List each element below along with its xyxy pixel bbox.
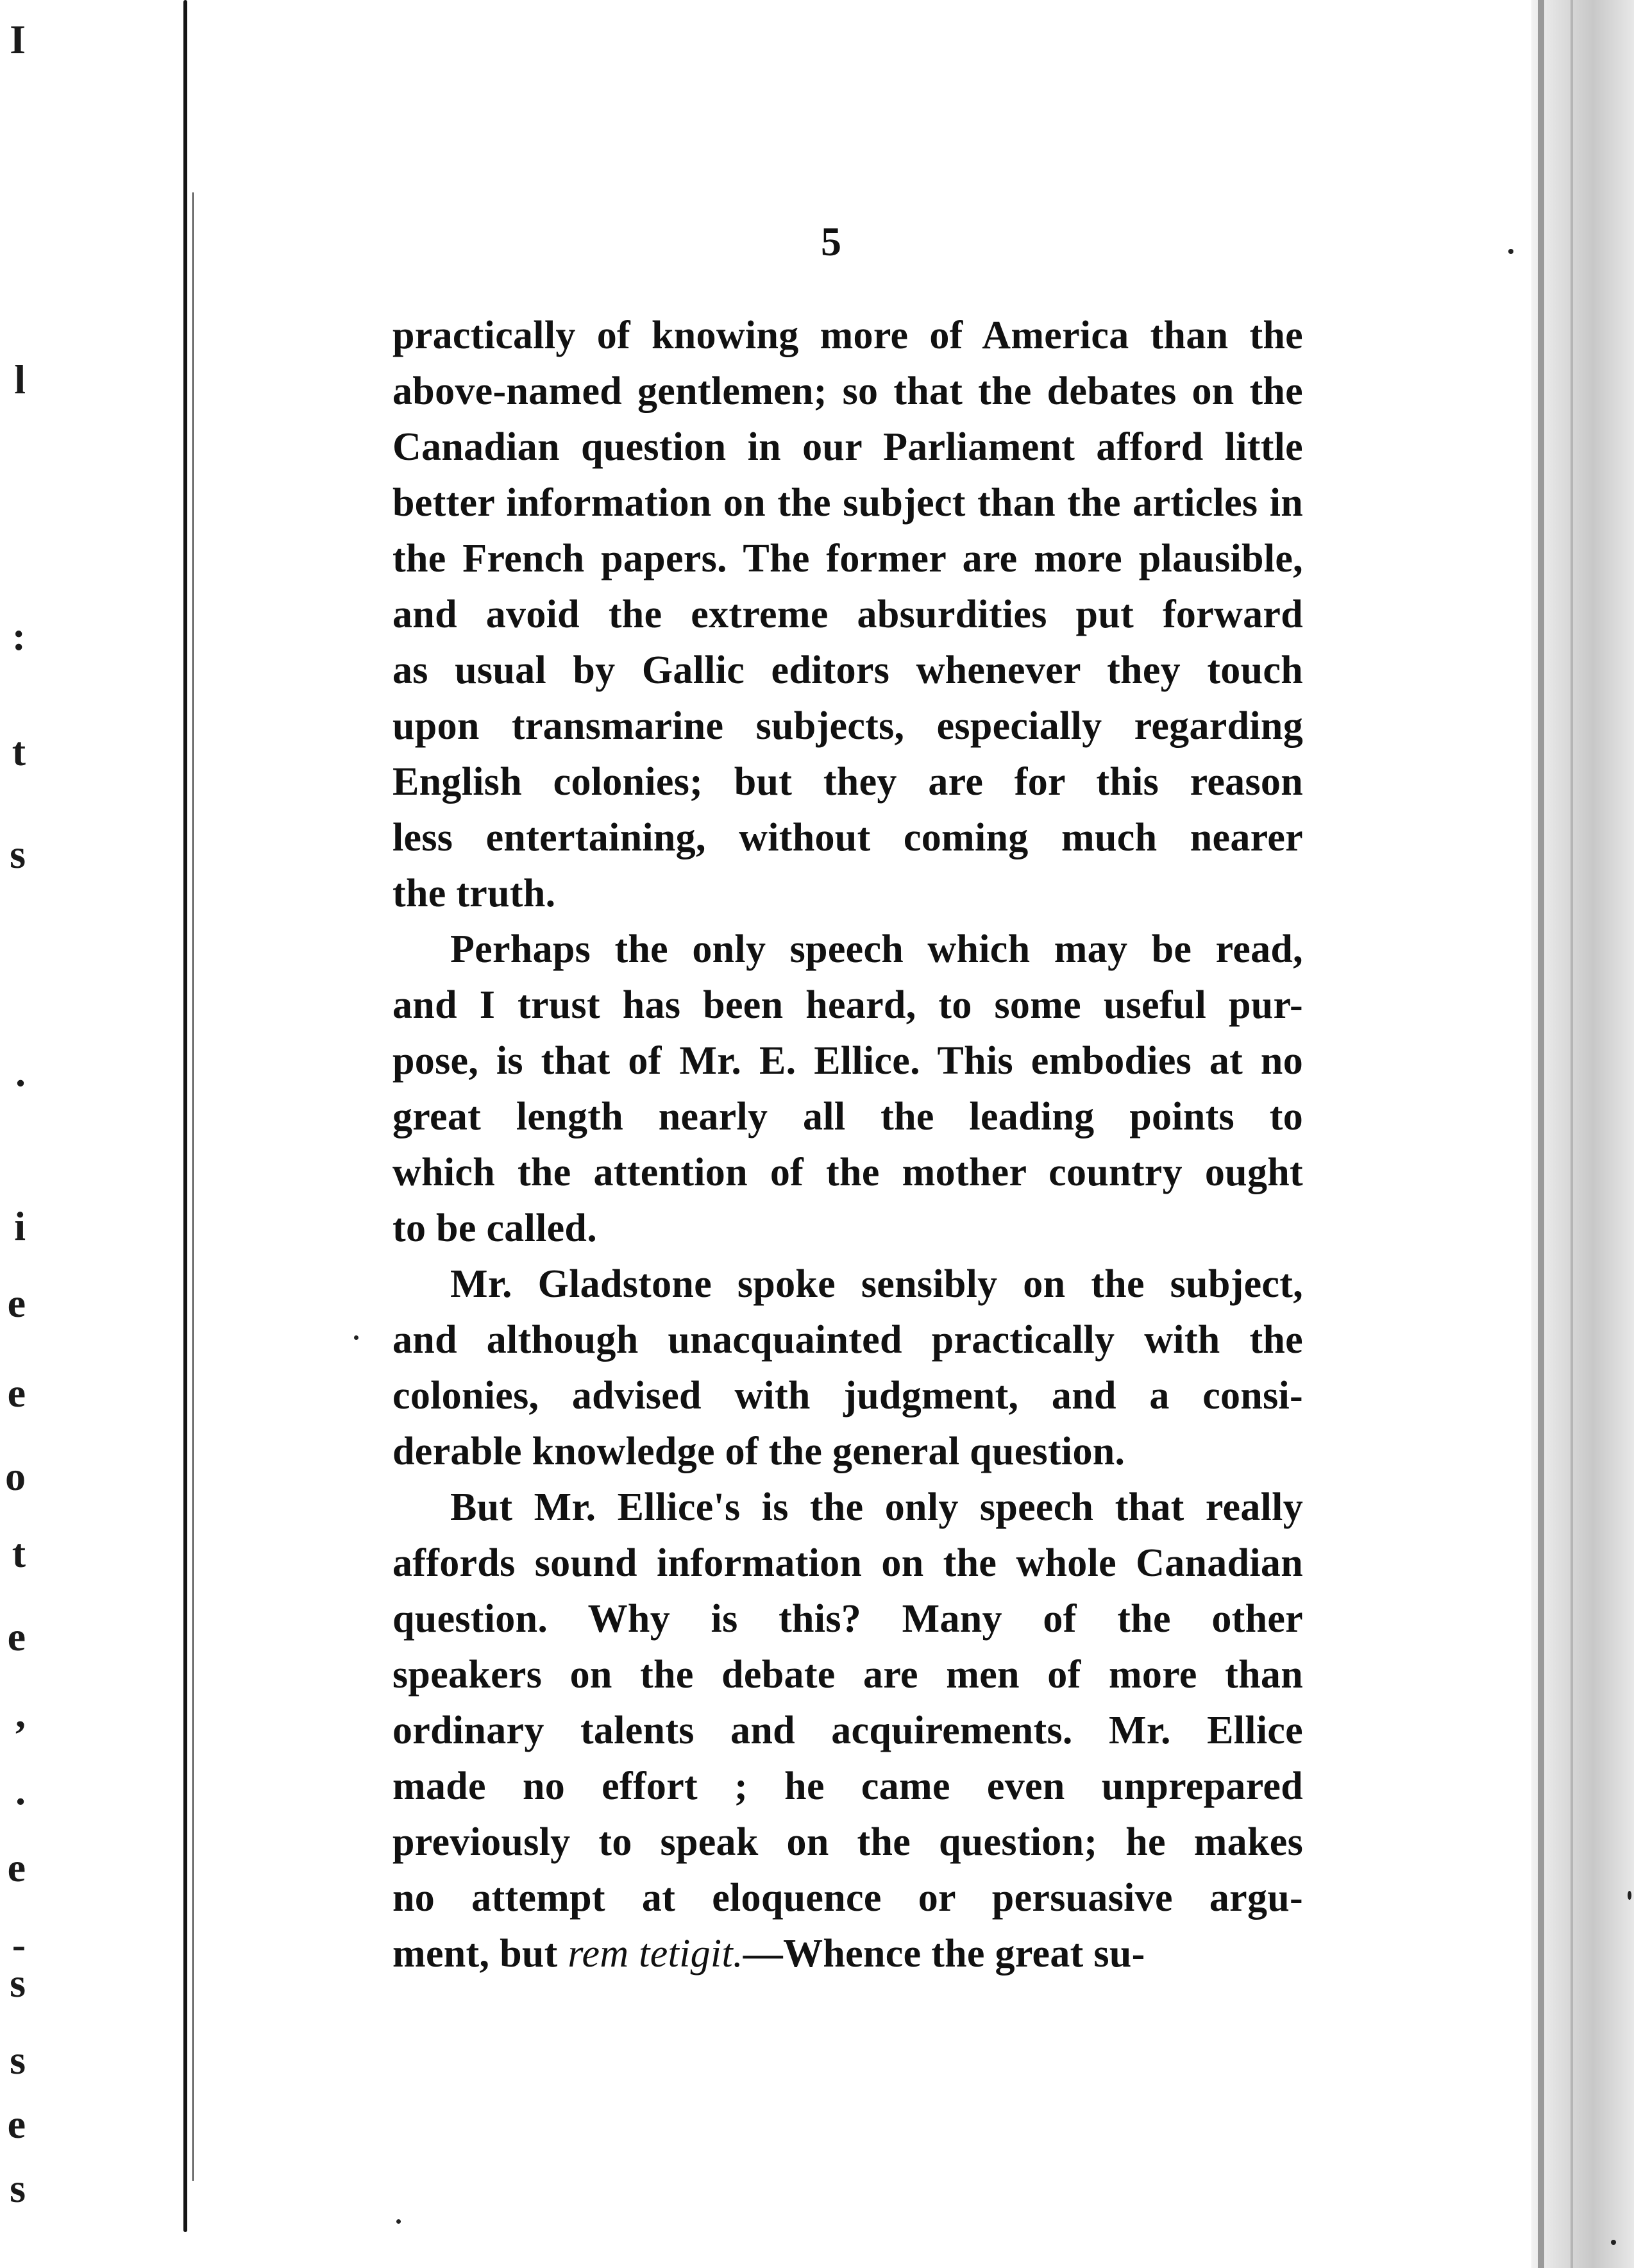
text-line: upon transmarine subjects, especially regarding (392, 704, 1303, 748)
text-line: no attempt at eloquence or persuasive argu- (392, 1876, 1303, 1920)
bleed-glyph: , (15, 1691, 26, 1736)
bleed-glyph: e (7, 1845, 26, 1890)
text-line: previously to speak on the question; he makes (392, 1820, 1303, 1864)
bleed-glyph: t (12, 729, 26, 774)
text-line: as usual by Gallic editors whenever they touch (392, 648, 1303, 692)
bleed-glyph: . (15, 1768, 26, 1813)
text-line: derable knowledge of the general question. (392, 1430, 1125, 1473)
page-edge-line-inner (1571, 0, 1573, 2268)
text-line: Mr. Gladstone spoke sensibly on the subject, (450, 1262, 1303, 1306)
bleed-glyph: s (10, 2037, 26, 2083)
bleed-glyph: : (12, 613, 26, 659)
text-line: great length nearly all the leading points to (392, 1095, 1303, 1138)
bleed-glyph: e (7, 1370, 26, 1416)
bleed-glyph: e (7, 2101, 26, 2147)
text-line: which the attention of the mother country ought (392, 1151, 1303, 1194)
bleed-glyph: e (7, 1280, 26, 1326)
text-line: pose, is that of Mr. E. Ellice. This embodies at no (392, 1039, 1303, 1083)
ink-speck (1508, 249, 1513, 254)
text-line: better information on the subject than the articles in (392, 481, 1303, 525)
text-line: the French papers. The former are more plausible, (392, 537, 1303, 580)
body-text (392, 308, 1303, 1982)
text-line: Perhaps the only speech which may be read, (450, 927, 1303, 971)
page-edge-shadow (1531, 0, 1634, 2268)
page-number: 5 (821, 219, 841, 264)
text-line: English colonies; but they are for this reason (392, 760, 1303, 804)
text-line: speakers on the debate are men of more than (392, 1653, 1303, 1697)
page-edge-line (1538, 0, 1544, 2268)
bleed-glyph: i (14, 1203, 26, 1249)
bleed-glyph: I (10, 17, 26, 62)
binding-edge-line (183, 0, 187, 2232)
text-line: ordinary talents and acquirements. Mr. Ellice (392, 1709, 1303, 1752)
ink-speck (1611, 2240, 1616, 2245)
bleed-glyph: s (10, 2165, 26, 2211)
bleed-glyph: e (7, 1614, 26, 1659)
text-line: made no effort ; he came even unprepared (392, 1764, 1303, 1808)
bleed-glyph: l (14, 357, 26, 402)
text-line: affords sound information on the whole Canadian (392, 1541, 1303, 1585)
text-line: colonies, advised with judgment, and a consi- (392, 1374, 1303, 1418)
text-line: and I trust has been heard, to some useful pur- (392, 983, 1303, 1027)
binding-edge-line-thin (192, 192, 194, 2181)
ink-speck (354, 1335, 358, 1340)
text-line: the truth. (392, 872, 556, 915)
bleed-glyph: o (5, 1453, 26, 1499)
text-line: above-named gentlemen; so that the debates on the (392, 369, 1303, 413)
text-line: But Mr. Ellice's is the only speech that really (450, 1485, 1303, 1529)
binding-gutter (0, 0, 192, 2268)
text-line: practically of knowing more of America than the (392, 314, 1303, 357)
text-line: question. Why is this? Many of the other (392, 1597, 1303, 1641)
bleed-glyph: - (12, 1922, 26, 1967)
ink-speck (1628, 1891, 1631, 1900)
bleed-glyph: t (12, 1530, 26, 1576)
text-line: and although unacquainted practically with the (392, 1318, 1303, 1362)
bleed-glyph: . (15, 1049, 26, 1095)
text-line: less entertaining, without coming much nearer (392, 816, 1303, 859)
bleed-glyph: s (10, 831, 26, 877)
text-line: to be called. (392, 1206, 598, 1250)
ink-speck (396, 2219, 401, 2224)
text-line: Canadian question in our Parliament afford little (392, 425, 1303, 469)
text-line: and avoid the extreme absurdities put forward (392, 593, 1303, 636)
text-line: ment, but rem tetigit.—Whence the great su- (392, 1932, 1145, 1976)
bleed-glyph: s (10, 1960, 26, 2006)
